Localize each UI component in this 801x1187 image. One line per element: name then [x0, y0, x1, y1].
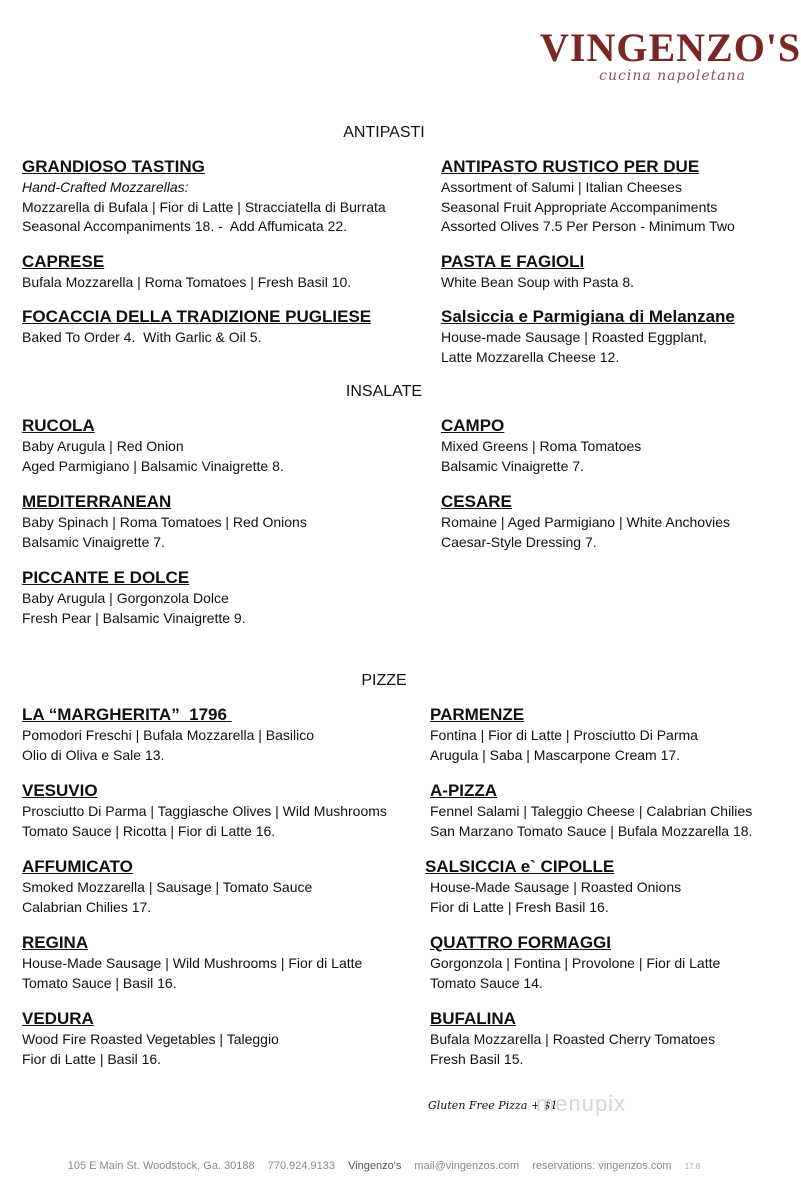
watermark: menupix — [536, 1091, 627, 1116]
item-line: Fresh Basil 15. — [430, 1050, 524, 1067]
item-name: ANTIPASTO RUSTICO PER DUE — [441, 157, 700, 176]
menu-item-caprese — [22, 251, 402, 293]
item-line: Calabrian Chilies 17. — [22, 898, 152, 915]
menu-item-piccante — [22, 567, 402, 628]
item-line: House-Made Sausage | Wild Mushrooms | Fior di Latte — [22, 955, 363, 971]
item-name: RUCOLA — [22, 416, 95, 435]
item-line: Assorted Olives 7.5 Per Person - Minimum Two — [441, 218, 735, 234]
item-line: Bufala Mozzarella | Roma Tomatoes | Fresh Basil 10. — [22, 274, 352, 290]
item-line: Olio di Oliva e Sale 13. — [22, 746, 165, 763]
item-name: VESUVIO — [22, 781, 98, 800]
item-subtitle: Hand-Crafted Mozzarellas: — [22, 179, 189, 195]
footer-email[interactable]: mail@vingenzos.com — [414, 1160, 520, 1172]
item-name: FOCACCIA DELLA TRADIZIONE PUGLIESE — [22, 307, 372, 326]
item-name: VEDURA — [22, 1009, 94, 1028]
item-line: Gorgonzola | Fontina | Provolone | Fior di Latte — [430, 955, 721, 971]
item-name: Salsiccia e Parmigiana di Melanzane — [441, 307, 735, 326]
item-line: Romaine | Aged Parmigiano | White Anchovies — [441, 514, 730, 530]
item-line: Fior di Latte | Basil 16. — [22, 1050, 162, 1067]
gluten-free-note: Gluten Free Pizza + $1 — [428, 1099, 558, 1112]
item-line: House-Made Sausage | Roasted Onions — [430, 879, 682, 895]
item-name: CAMPO — [441, 416, 505, 435]
item-line: Prosciutto Di Parma | Taggiasche Olives | Wild Mushrooms — [22, 803, 387, 819]
restaurant-logo — [540, 25, 801, 84]
item-line: House-made Sausage | Roasted Eggplant, — [441, 329, 707, 345]
item-line: Fresh Pear | Balsamic Vinaigrette 9. — [22, 609, 246, 626]
menu-item-cesare — [441, 491, 761, 552]
item-line: Baked To Order 4. With Garlic & Oil 5. — [22, 329, 262, 345]
item-line: Seasonal Accompaniments 18. - Add Affumicata 22. — [22, 218, 348, 234]
item-line: Bufala Mozzarella | Roasted Cherry Tomatoes — [430, 1031, 716, 1047]
item-line: Caesar-Style Dressing 7. — [441, 533, 597, 550]
item-name: QUATTRO FORMAGGI — [430, 933, 611, 952]
menu-item-regina — [22, 932, 422, 993]
item-line: Fennel Salami | Taleggio Cheese | Calabrian Chilies — [430, 803, 753, 819]
item-line: Mozzarella di Bufala | Fior di Latte | Stracciatella di Burrata — [22, 198, 386, 215]
logo-tagline: cucina napoletana — [599, 68, 746, 84]
item-name: GRANDIOSO TASTING — [22, 157, 205, 176]
menu-item-affumicato — [22, 856, 422, 917]
item-name: A-PIZZA — [430, 781, 498, 800]
item-name: CESARE — [441, 492, 512, 511]
footer-reservations[interactable]: reservations: vingenzos.com — [532, 1160, 672, 1172]
section-antipasti: ANTIPASTI — [343, 124, 425, 141]
item-line: Balsamic Vinaigrette 7. — [22, 533, 165, 550]
item-line: White Bean Soup with Pasta 8. — [441, 274, 634, 290]
item-line: Fontina | Fior di Latte | Prosciutto Di Parma — [430, 727, 698, 743]
menu-item-salsiccia-melanzane — [441, 306, 761, 367]
section-pizze: PIZZE — [361, 672, 407, 689]
menu-item-fagioli — [441, 251, 761, 293]
item-name: AFFUMICATO — [22, 857, 133, 876]
item-line: Fior di Latte | Fresh Basil 16. — [430, 898, 609, 915]
menu-item-vedura — [22, 1008, 422, 1069]
item-line: San Marzano Tomato Sauce | Bufala Mozzarella 18. — [430, 822, 753, 839]
footer — [0, 1160, 768, 1172]
item-line: Latte Mozzarella Cheese 12. — [441, 348, 620, 365]
item-name: REGINA — [22, 933, 89, 952]
menu-item-focaccia — [22, 306, 402, 348]
item-name: PARMENZE — [430, 705, 525, 724]
menu-item-grandioso — [22, 156, 402, 237]
footer-name: Vingenzo's — [348, 1160, 402, 1172]
menu-item-campo — [441, 415, 761, 476]
menu-item-quattro-formaggi — [430, 932, 764, 993]
item-line: Aged Parmigiano | Balsamic Vinaigrette 8. — [22, 457, 284, 474]
menu-item-rustico — [441, 156, 761, 237]
item-line: Assortment of Salumi | Italian Cheeses — [441, 179, 682, 195]
item-name: CAPRESE — [22, 252, 105, 271]
item-name: PICCANTE E DOLCE — [22, 568, 190, 587]
menu-item-rucola — [22, 415, 402, 476]
menu-item-margherita — [22, 704, 422, 765]
item-name: SALSICCIA e` CIPOLLE — [425, 857, 615, 876]
item-line: Tomato Sauce | Basil 16. — [22, 974, 177, 991]
item-name: PASTA E FAGIOLI — [441, 252, 585, 271]
item-name: BUFALINA — [430, 1009, 516, 1028]
item-line: Baby Arugula | Gorgonzola Dolce — [22, 590, 229, 606]
item-line: Balsamic Vinaigrette 7. — [441, 457, 584, 474]
item-line: Mixed Greens | Roma Tomatoes — [441, 438, 642, 454]
menu-item-bufalina — [430, 1008, 764, 1069]
footer-phone: 770.924.9133 — [267, 1160, 336, 1172]
item-line: Arugula | Saba | Mascarpone Cream 17. — [430, 746, 681, 763]
item-line: Smoked Mozzarella | Sausage | Tomato Sauce — [22, 879, 313, 895]
menu-item-mediterranean — [22, 491, 402, 552]
item-line: Tomato Sauce 14. — [430, 974, 543, 991]
item-line: Tomato Sauce | Ricotta | Fior di Latte 16. — [22, 822, 276, 839]
item-name: MEDITERRANEAN — [22, 492, 172, 511]
menu-item-salsiccia-cipolle — [425, 856, 764, 917]
item-line: Pomodori Freschi | Bufala Mozzarella | Basilico — [22, 727, 315, 743]
menu-item-parmenze — [430, 704, 764, 765]
section-insalate: INSALATE — [345, 383, 423, 400]
menu-item-vesuvio — [22, 780, 422, 841]
item-name: LA “MARGHERITA” 1796 — [22, 705, 232, 724]
menu-item-a-pizza — [430, 780, 764, 841]
footer-address: 105 E Main St. Woodstock, Ga. 30188 — [67, 1160, 255, 1172]
item-line: Baby Arugula | Red Onion — [22, 438, 184, 454]
item-line: Wood Fire Roasted Vegetables | Taleggio — [22, 1031, 279, 1047]
item-line: Seasonal Fruit Appropriate Accompaniments — [441, 198, 718, 215]
footer-code: 17.8 — [684, 1162, 701, 1171]
item-line: Baby Spinach | Roma Tomatoes | Red Onions — [22, 514, 307, 530]
logo-name: VINGENZO'S — [540, 25, 801, 70]
